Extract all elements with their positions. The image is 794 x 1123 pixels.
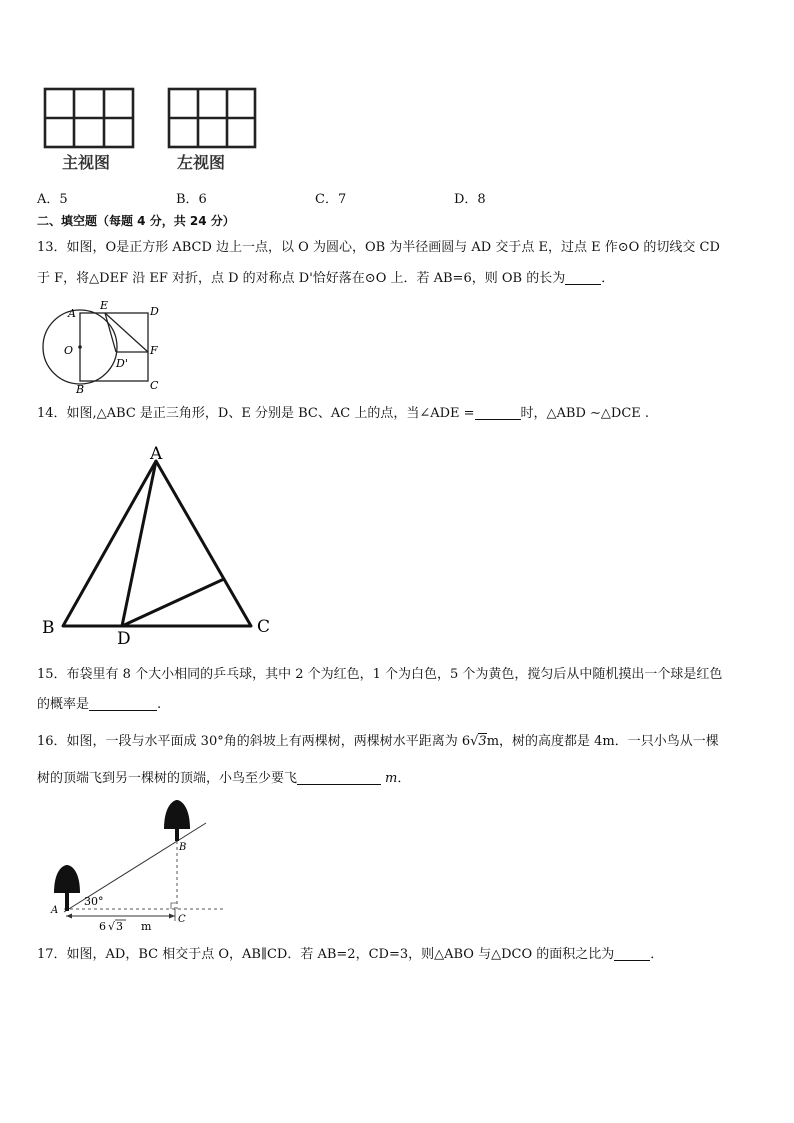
q16-line2-end: ．: [397, 771, 411, 786]
q16-line2: [37, 770, 410, 788]
dist-coef: 6: [99, 920, 106, 933]
tangent-ef: [105, 313, 148, 352]
vertex-d: D: [117, 629, 131, 649]
sqrt-radicand: 3: [478, 734, 487, 749]
label-a: A: [68, 307, 76, 320]
q14-text-pre: 14．如图,△ABC 是正三角形，D、E 分别是 BC、AC 上的点，当∠ADE =: [37, 406, 475, 421]
triangle-abc: [63, 461, 251, 626]
label-point-c: C: [178, 914, 186, 925]
segment-de: [122, 579, 224, 626]
label-angle: 30°: [84, 895, 104, 908]
segment-ad: [122, 461, 156, 626]
q14-text: [37, 405, 649, 423]
q15-line2-end: .: [157, 697, 162, 712]
q15-line2-text: 的概率是: [37, 697, 90, 712]
q16-line2-text: 树的顶端飞到另一棵树的顶端，小鸟至少要飞: [37, 771, 298, 786]
point-o: [78, 345, 82, 349]
front-view-label: 主视图: [62, 153, 111, 172]
option-c: C．7: [315, 192, 347, 207]
label-o: O: [64, 344, 74, 357]
vertex-a: A: [150, 444, 163, 464]
dist-sqrt-sign: √: [108, 920, 116, 933]
label-c: C: [150, 379, 159, 392]
label-point-a: A: [51, 905, 59, 916]
front-view-grid: [45, 89, 133, 147]
label-f: F: [150, 344, 158, 357]
q13-line1: 13．如图，O是正方形 ABCD 边上一点，以 O 为圆心，OB 为半径画圆与 AD 交于点 E，过点 E 作⊙O 的切线交 CD: [37, 240, 720, 255]
vertex-b: B: [42, 618, 55, 638]
arrow-left: [66, 914, 72, 919]
label-point-b: B: [179, 842, 187, 853]
q14-answer-blank: [475, 405, 521, 420]
q15-answer-blank: [89, 696, 157, 711]
q14-figure: [38, 440, 278, 650]
q13-line2-end: ．: [601, 271, 615, 286]
q15-line2: [37, 696, 161, 714]
q13-line2: [37, 270, 614, 288]
q17-text-post: ．: [650, 947, 664, 962]
tree-b: [164, 800, 190, 841]
q17-answer-blank: [614, 946, 650, 961]
q16-figure: [44, 795, 234, 935]
q16-line1: [37, 733, 719, 751]
sqrt-symbol: √: [470, 734, 479, 749]
dist-radicand: 3: [116, 920, 123, 933]
option-b: B．6: [176, 192, 207, 207]
q17-text: [37, 946, 663, 964]
q13-line2-text: 于 F，将△DEF 沿 EF 对折，点 D 的对称点 D'恰好落在⊙O 上．若 AB=6，则 OB 的长为: [37, 271, 566, 286]
q13-answer-blank: [565, 270, 601, 285]
label-e: E: [100, 300, 109, 312]
q13-figure: [36, 300, 176, 395]
section-heading: 二、填空题（每题 4 分，共 24 分）: [37, 214, 235, 228]
right-angle-mark: [171, 903, 177, 909]
arrow-right: [169, 914, 175, 919]
q17-text-pre: 17．如图，AD，BC 相交于点 O，AB∥CD．若 AB=2，CD=3，则△ABO 与△DCO 的面积之比为: [37, 947, 615, 962]
option-d: D．8: [454, 192, 486, 207]
option-a: A．5: [37, 192, 68, 207]
q16-line1-rest: m，树的高度都是 4m．一只小鸟从一棵: [486, 734, 719, 749]
label-b: B: [76, 383, 85, 395]
q15-line1: 15．布袋里有 8 个大小相同的乒乓球，其中 2 个为红色，1 个为白色，5 个为黄色，搅匀后从中随机摸出一个球是红色: [37, 667, 723, 682]
q16-unit: m: [385, 771, 398, 786]
q16-answer-blank: [297, 770, 381, 785]
vertex-c: C: [257, 617, 271, 637]
q16-line1-text: 16．如图，一段与水平面成 30°角的斜坡上有两棵树，两棵树水平距离为 6: [37, 734, 471, 749]
side-view-label: 左视图: [177, 153, 226, 172]
q14-text-post: 时，△ABD ∼△DCE .: [520, 406, 650, 421]
label-d: D: [150, 305, 159, 318]
label-d-prime: D': [116, 357, 128, 370]
dist-unit: m: [141, 920, 152, 933]
side-view-grid: [169, 89, 255, 147]
